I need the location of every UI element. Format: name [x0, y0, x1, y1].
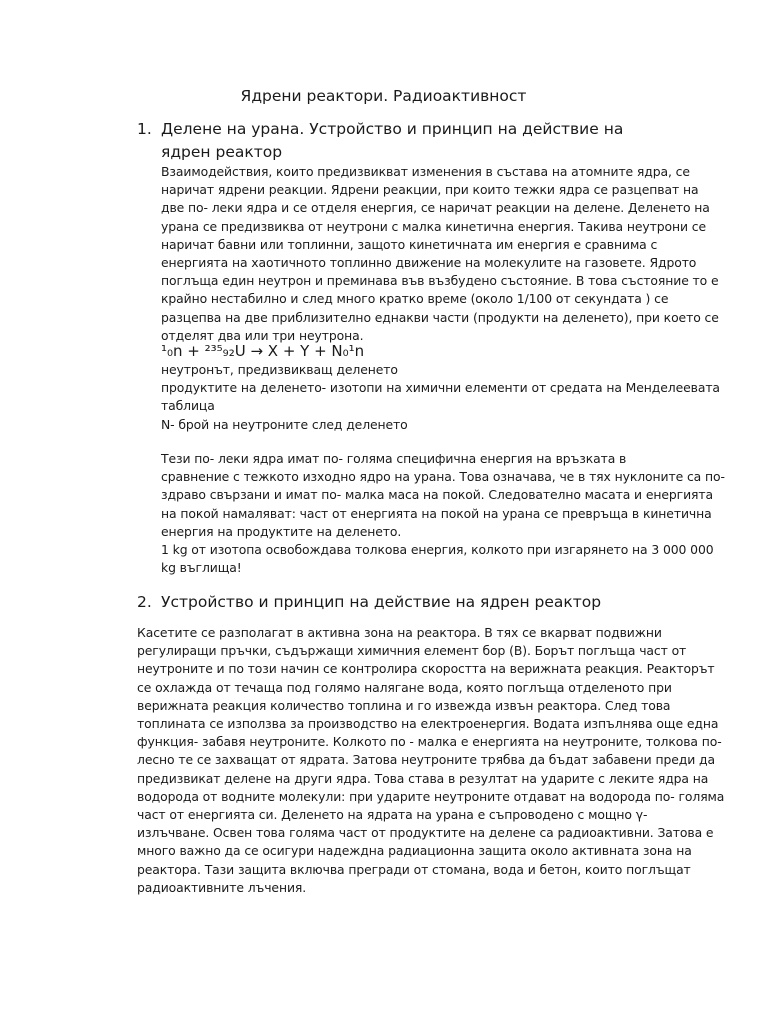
text-line: две по- леки ядра и се отделя енергия, се наричат реакции на делене. Деленето на	[161, 200, 710, 216]
text-line: Тези по- леки ядра имат по- голяма специфична енергия на връзката в	[161, 451, 627, 466]
text-line: Касетите се разполагат в активна зона на реактора. В тях се вкарват подвижни	[137, 625, 662, 640]
document-title	[0, 87, 768, 105]
section-1-heading	[137, 118, 661, 164]
text-line: таблица	[161, 398, 215, 414]
text-line: kg въглища!	[161, 560, 242, 576]
section-1-number: 1.	[137, 120, 152, 138]
section-1-paragraph-1	[161, 163, 719, 345]
text-line: радиоактивните лъчения.	[137, 879, 307, 895]
text-line: верижната реакция количество топлина и го извежда извън реактора. След това	[137, 697, 671, 713]
equation-legend	[161, 361, 720, 434]
text-line: Взаимодействия, които предизвикват изменения в състава на атомните ядра, се	[161, 164, 690, 179]
text-line: енергията на хаотичното топлинно движение на молекулите на газовете. Ядрото	[161, 255, 697, 271]
text-line: здраво свързани и имат по- малка маса на покой. Следователно масата и енергията	[161, 487, 713, 503]
text-line: неутронът, предизвикващ деленето	[161, 362, 398, 377]
text-line: сравнение с тежкото изходно ядро на урана. Това означава, че в тях нуклоните са по-	[161, 469, 725, 485]
text-line: урана се предизвиква от неутрони с малка кинетична енергия. Такива неутрони се	[161, 218, 707, 234]
text-line: крайно нестабилно и след много кратко време (около 1/100 от секундата ) се	[161, 291, 669, 307]
text-line: 1 kg от изотопа освобождава толкова енергия, колкото при изгарянето на 3 000 000	[161, 542, 714, 558]
text-line: неутроните и по този начин се контролира скоростта на верижната реакция. Реакторът	[137, 661, 715, 677]
text-line: се охлажда от течаща под голямо налягане вода, която поглъща отделеното при	[137, 679, 672, 695]
text-line: част от енергията си. Деленето на ядрата на урана е съпроводено с мощно γ-	[137, 807, 648, 823]
text-line: продуктите на деленето- изотопи на химични елементи от средата на Менделеевата	[161, 380, 720, 396]
document-title-text: Ядрени реактори. Радиоактивност	[240, 87, 527, 105]
text-line: топлината се използва за производство на електроенергия. Водата изпълнява още една	[137, 716, 719, 732]
fission-equation: ¹₀n + ²³⁵₉₂U → X + Y + N₀¹n	[161, 342, 365, 360]
text-line: лесно те се захващат от ядрата. Затова неутроните трябва да бъдат забавени преди да	[137, 752, 715, 768]
text-line: предизвикат делене на други ядра. Това става в резултат на ударите с леките ядра на	[137, 770, 709, 786]
text-line: N- брой на неутроните след деленето	[161, 416, 408, 432]
text-line: реактора. Тази защита включва прегради от стомана, вода и бетон, които поглъщат	[137, 861, 691, 877]
section-1-heading-text: Делене на урана. Устройство и принцип на действие на ядрен реактор	[161, 120, 624, 161]
text-line: много важно да се осигури надеждна радиационна защита около активната зона на	[137, 843, 692, 859]
section-2-paragraph	[137, 624, 724, 897]
section-2-number: 2.	[137, 593, 152, 611]
text-line: енергия на продуктите на деленето.	[161, 523, 402, 539]
text-line: поглъща един неутрон и преминава във възбудено състояние. В това състояние то е	[161, 273, 719, 289]
text-line: наричат ядрени реакции. Ядрени реакции, при които тежки ядра се разцепват на	[161, 182, 699, 198]
text-line: отделят два или три неутрона.	[161, 327, 364, 343]
text-line: на покой намаляват: част от енергията на покой на урана се превръща в кинетична	[161, 505, 712, 521]
section-1-paragraph-2	[161, 450, 725, 577]
section-2-heading	[137, 591, 661, 614]
text-line: регулиращи пръчки, съдържащи химичния елемент бор (B). Борът поглъща част от	[137, 643, 687, 659]
section-2-heading-text: Устройство и принцип на действие на ядрен реактор	[161, 593, 602, 611]
text-line: функция- забавя неутроните. Колкото по - малка е енергията на неутроните, толкова по-	[137, 734, 722, 750]
text-line: наричат бавни или топлинни, защото кинетичната им енергия е сравнима с	[161, 236, 658, 252]
text-line: водорода от водните молекули: при ударите неутроните отдават на водорода по- голяма	[137, 788, 725, 804]
text-line: излъчване. Освен това голяма част от продуктите на делене са радиоактивни. Затова е	[137, 825, 714, 841]
text-line: разцепва на две приблизително еднакви части (продукти на деленето), при което се	[161, 309, 719, 325]
